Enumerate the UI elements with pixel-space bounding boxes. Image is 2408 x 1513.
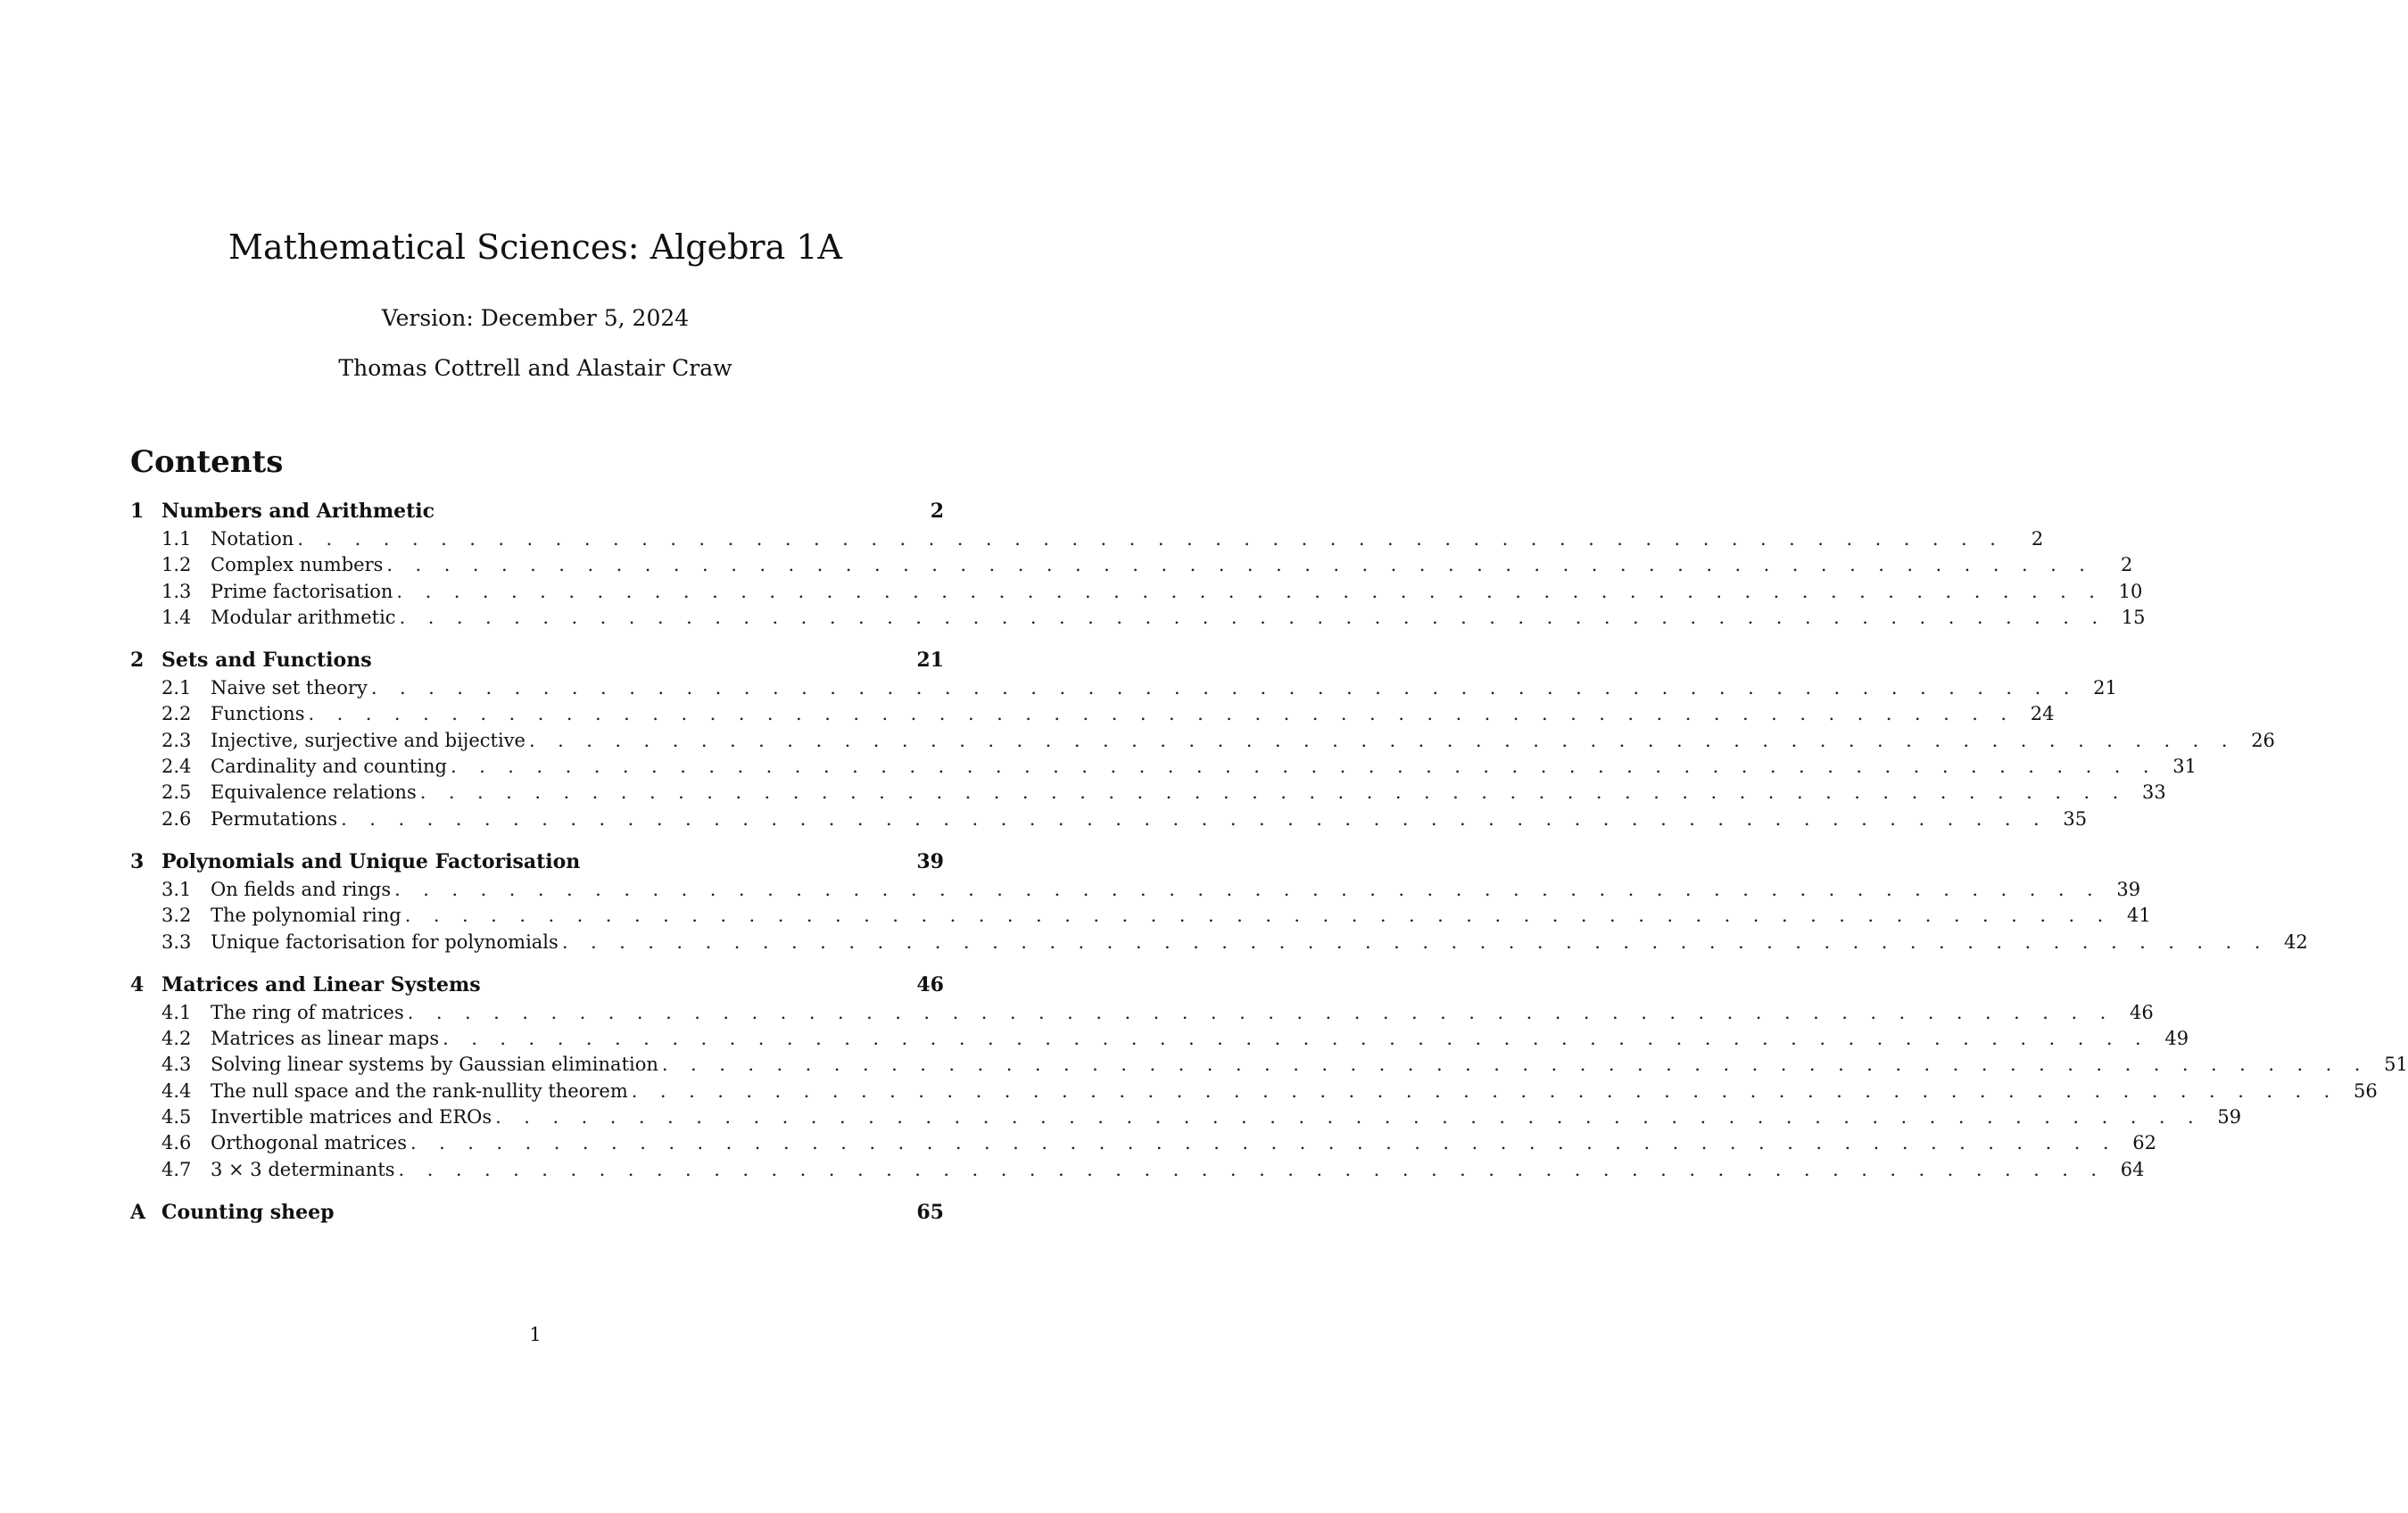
dot-leader: . . . . . . . . . . . . . . . . . . . . . . . . . . . . . . . . . . . . . . . . . . . . . . . . . . . . . . . . . . . . (341, 807, 2048, 830)
section-title: Permutations (211, 807, 338, 830)
section-number: 2.5 (161, 781, 192, 804)
section-page: 15 (2121, 606, 2146, 628)
contents-heading: Contents (130, 444, 284, 480)
toc-section-entry[interactable] (130, 528, 2044, 554)
chapter-number: 3 (130, 849, 145, 873)
section-number: 4.1 (161, 1001, 192, 1023)
section-number: 3.1 (161, 878, 192, 900)
chapter-title: Sets and Functions (161, 649, 372, 673)
dot-leader: . . . . . . . . . . . . . . . . . . . . . . . . . . . . . . . . . . . . . . . . . . . . . . . . . . . . . . . . . . . . (410, 1132, 2117, 1154)
toc-section-entry[interactable] (130, 781, 2166, 807)
dot-leader: . . . . . . . . . . . . . . . . . . . . . . . . . . . . . . . . . . . . . . . . . . . . . . . . . . . . . . . . . . . . (528, 729, 2236, 751)
dot-leader: . . . . . . . . . . . . . . . . . . . . . . . . . . . . . . . . . . . . . . . . . . . . . . . . . . . . . . . . . . . . (297, 528, 2005, 550)
dot-leader: . . . . . . . . . . . . . . . . . . . . . . . . . . . . . . . . . . . . . . . . . . . . . . . . . . . . . . . . . . . . (495, 1106, 2203, 1129)
dot-leader: . . . . . . . . . . . . . . . . . . . . . . . . . . . . . . . . . . . . . . . . . . . . . . . . . . . . . . . . . . . . (370, 677, 2078, 699)
section-title: Naive set theory (211, 677, 368, 699)
section-page: 62 (2132, 1132, 2156, 1154)
section-page: 2 (2120, 554, 2133, 576)
chapter-title: Matrices and Linear Systems (161, 972, 481, 996)
section-page: 2 (2031, 528, 2044, 550)
toc-section-entry[interactable] (130, 930, 2308, 957)
section-page: 41 (2126, 905, 2151, 927)
section-number: 4.3 (161, 1054, 192, 1076)
section-page: 26 (2251, 729, 2275, 751)
toc-chapter (130, 972, 2408, 1185)
toc-section-entry[interactable] (130, 580, 2143, 607)
toc-section-entry[interactable] (130, 807, 2088, 834)
toc-chapter (130, 849, 2308, 957)
toc-section-entry[interactable] (130, 606, 2146, 632)
dot-leader: . . . . . . . . . . . . . . . . . . . . . . . . . . . . . . . . . . . . . . . . . . . . . . . . . . . . . . . . . . . . (308, 703, 2015, 725)
section-number: 2.4 (161, 756, 192, 778)
toc-section-entry[interactable] (130, 1054, 2408, 1079)
document-title: Mathematical Sciences: Algebra 1A (228, 227, 842, 267)
page-number: 1 (529, 1324, 542, 1345)
section-page: 35 (2063, 807, 2088, 830)
section-number: 2.2 (161, 703, 192, 725)
toc-section-entry[interactable] (130, 703, 2055, 729)
section-number: 1.1 (161, 528, 192, 550)
chapter-title: Numbers and Arithmetic (161, 500, 435, 523)
dot-leader: . . . . . . . . . . . . . . . . . . . . . . . . . . . . . . . . . . . . . . . . . . . . . . . . . . . . . . . . . . . . (661, 1054, 2369, 1076)
section-page: 49 (2164, 1028, 2189, 1050)
section-title: Notation (211, 528, 294, 550)
toc-section-entry[interactable] (130, 756, 2197, 781)
toc-chapter-entry[interactable] (130, 850, 944, 879)
section-number: 3.2 (161, 905, 192, 927)
section-page: 46 (2129, 1001, 2154, 1023)
section-page: 64 (2120, 1158, 2145, 1180)
dot-leader: . . . . . . . . . . . . . . . . . . . . . . . . . . . . . . . . . . . . . . . . . . . . . . . . . . . . . . . . . . . . (404, 905, 2112, 927)
section-title: On fields and rings (211, 878, 392, 900)
dot-leader: . . . . . . . . . . . . . . . . . . . . . . . . . . . . . . . . . . . . . . . . . . . . . . . . . . . . . . . . . . . . (398, 1158, 2106, 1180)
chapter-page: 21 (916, 649, 944, 673)
section-number: 2.3 (161, 729, 192, 751)
section-page: 10 (2118, 580, 2143, 602)
section-number: 4.6 (161, 1132, 192, 1154)
section-number: 4.5 (161, 1106, 192, 1129)
toc-section-entry[interactable] (130, 1079, 2378, 1106)
section-page: 33 (2141, 781, 2166, 804)
chapter-number: A (130, 1200, 146, 1224)
dot-leader: . . . . . . . . . . . . . . . . . . . . . . . . . . . . . . . . . . . . . . . . . . . . . . . . . . . . . . . . . . . . (443, 1028, 2150, 1050)
chapter-title: Counting sheep (161, 1200, 335, 1224)
section-page: 21 (2093, 677, 2117, 699)
toc-chapter-entry[interactable] (130, 500, 944, 528)
chapter-number: 2 (130, 649, 145, 673)
toc-chapter (130, 649, 2275, 834)
section-number: 3.3 (161, 930, 192, 953)
toc-chapter-entry[interactable] (130, 1201, 944, 1229)
toc-section-entry[interactable] (130, 1132, 2156, 1158)
document-authors: Thomas Cottrell and Alastair Craw (338, 355, 732, 381)
toc-section-entry[interactable] (130, 1158, 2145, 1185)
chapter-title: Polynomials and Unique Factorisation (161, 849, 581, 873)
dot-leader: . . . . . . . . . . . . . . . . . . . . . . . . . . . . . . . . . . . . . . . . . . . . . . . . . . . . . . . . . . . . (394, 878, 2102, 900)
chapter-number: 1 (130, 500, 145, 523)
section-number: 2.6 (161, 807, 192, 830)
section-number: 1.4 (161, 606, 192, 628)
section-title: Solving linear systems by Gaussian elimination (211, 1054, 658, 1076)
section-title: Invertible matrices and EROs (211, 1106, 492, 1129)
dot-leader: . . . . . . . . . . . . . . . . . . . . . . . . . . . . . . . . . . . . . . . . . . . . . . . . . . . . . . . . . . . . (419, 781, 2127, 804)
section-title: Equivalence relations (211, 781, 417, 804)
section-number: 1.3 (161, 580, 192, 602)
section-page: 56 (2354, 1079, 2378, 1102)
section-title: Matrices as linear maps (211, 1028, 440, 1050)
toc-chapter (130, 1201, 944, 1229)
section-title: 3 × 3 determinants (211, 1158, 395, 1180)
section-number: 4.4 (161, 1079, 192, 1102)
toc-section-entry[interactable] (130, 554, 2133, 580)
section-title: Functions (211, 703, 305, 725)
section-title: Modular arithmetic (211, 606, 396, 628)
toc-section-entry[interactable] (130, 1028, 2189, 1054)
section-title: The ring of matrices (211, 1001, 404, 1023)
section-title: Complex numbers (211, 554, 384, 576)
section-page: 31 (2172, 756, 2197, 778)
toc-chapter-entry[interactable] (130, 649, 944, 677)
chapter-page: 46 (916, 972, 944, 996)
dot-leader: . . . . . . . . . . . . . . . . . . . . . . . . . . . . . . . . . . . . . . . . . . . . . . . . . . . . . . . . . . . . (386, 554, 2094, 576)
toc-chapter (130, 500, 2146, 632)
section-page: 51 (2384, 1054, 2408, 1076)
toc-section-entry[interactable] (130, 1001, 2154, 1028)
dot-leader: . . . . . . . . . . . . . . . . . . . . . . . . . . . . . . . . . . . . . . . . . . . . . . . . . . . . . . . . . . . . (450, 756, 2157, 778)
chapter-page: 2 (930, 500, 944, 523)
section-number: 4.2 (161, 1028, 192, 1050)
section-title: Prime factorisation (211, 580, 393, 602)
section-page: 39 (2116, 878, 2141, 900)
section-title: Cardinality and counting (211, 756, 447, 778)
toc-section-entry[interactable] (130, 677, 2117, 703)
dot-leader: . . . . . . . . . . . . . . . . . . . . . . . . . . . . . . . . . . . . . . . . . . . . . . . . . . . . . . . . . . . . (561, 930, 2269, 953)
chapter-page: 39 (916, 849, 944, 873)
dot-leader: . . . . . . . . . . . . . . . . . . . . . . . . . . . . . . . . . . . . . . . . . . . . . . . . . . . . . . . . . . . . (631, 1079, 2338, 1102)
toc-section-entry[interactable] (130, 1106, 2242, 1132)
section-title: Orthogonal matrices (211, 1132, 407, 1154)
section-number: 1.2 (161, 554, 192, 576)
dot-leader: . . . . . . . . . . . . . . . . . . . . . . . . . . . . . . . . . . . . . . . . . . . . . . . . . . . . . . . . . . . . (407, 1001, 2114, 1023)
table-of-contents (130, 500, 2408, 1245)
toc-section-entry[interactable] (130, 905, 2151, 930)
section-number: 2.1 (161, 677, 192, 699)
section-page: 24 (2030, 703, 2055, 725)
section-title: Unique factorisation for polynomials (211, 930, 559, 953)
toc-chapter-entry[interactable] (130, 973, 944, 1002)
toc-section-entry[interactable] (130, 729, 2275, 756)
dot-leader: . . . . . . . . . . . . . . . . . . . . . . . . . . . . . . . . . . . . . . . . . . . . . . . . . . . . . . . . . . . . (396, 580, 2104, 602)
section-title: The null space and the rank-nullity theorem (211, 1079, 628, 1102)
section-title: Injective, surjective and bijective (211, 729, 525, 751)
chapter-number: 4 (130, 972, 145, 996)
section-number: 4.7 (161, 1158, 192, 1180)
toc-section-entry[interactable] (130, 878, 2141, 905)
section-title: The polynomial ring (211, 905, 401, 927)
section-page: 59 (2217, 1106, 2242, 1129)
chapter-page: 65 (916, 1200, 944, 1224)
dot-leader: . . . . . . . . . . . . . . . . . . . . . . . . . . . . . . . . . . . . . . . . . . . . . . . . . . . . . . . . . . . . (399, 606, 2106, 628)
document-version: Version: December 5, 2024 (381, 305, 690, 331)
section-page: 42 (2284, 930, 2308, 953)
